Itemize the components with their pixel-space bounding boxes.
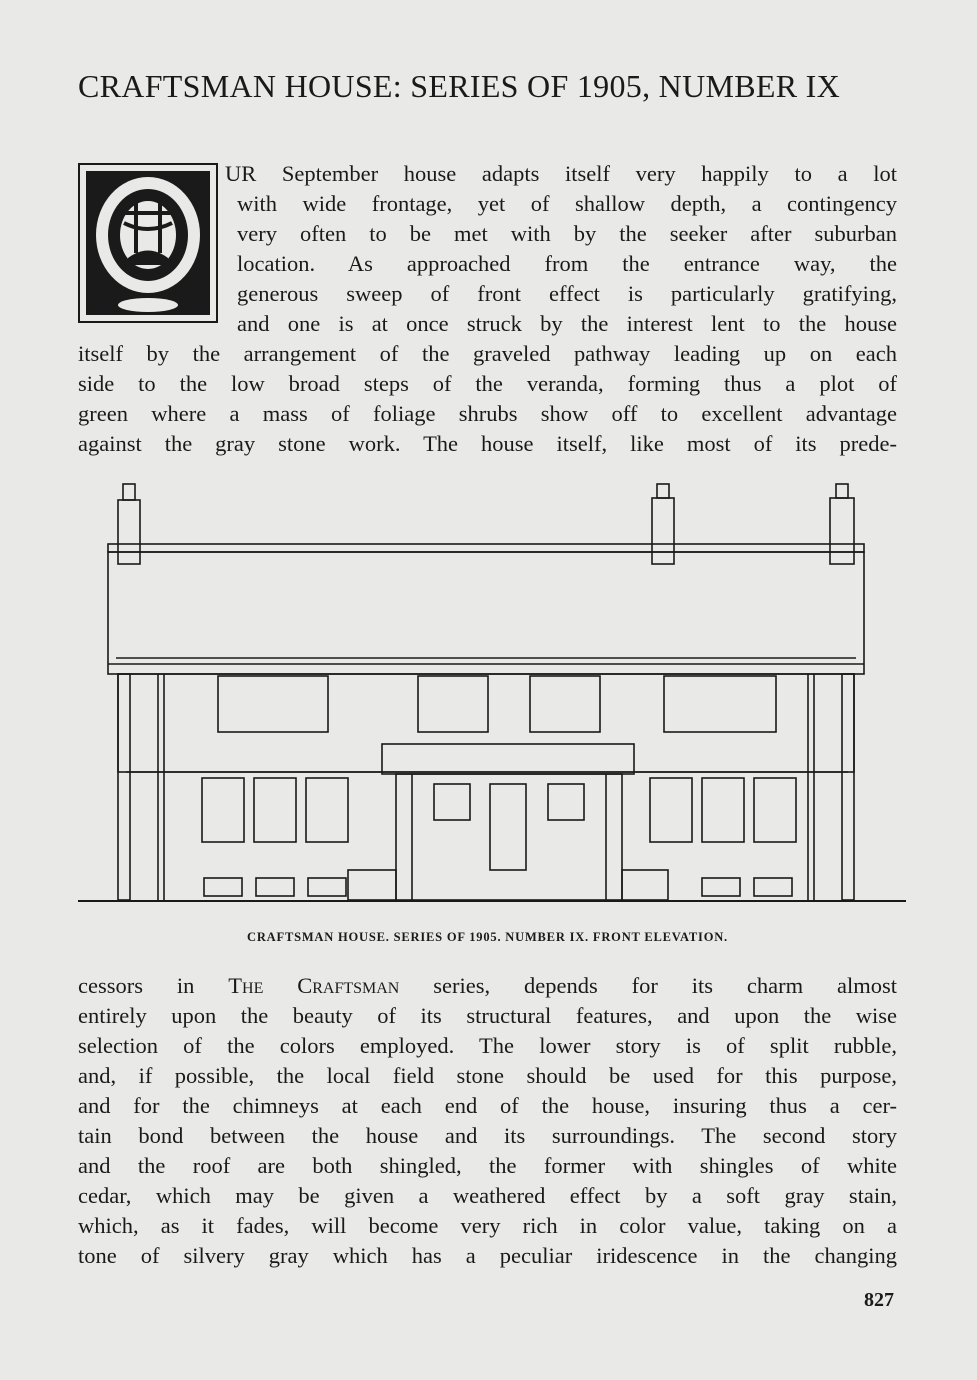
text-line: which, as it fades, will become very rich in color value, taking on a xyxy=(78,1213,897,1238)
paragraph-body xyxy=(78,971,897,1271)
text-fragment: series, depends for its charm almost xyxy=(399,973,897,998)
text-line: entirely upon the beauty of its structural features, and upon the wise xyxy=(78,1003,897,1028)
text-line: very often to be met with by the seeker after suburban xyxy=(237,221,897,246)
text-line: selection of the colors employed. The lower story is of split rubble, xyxy=(78,1033,897,1058)
text-line: and, if possible, the local field stone should be used for this purpose, xyxy=(78,1063,897,1088)
text-fragment: cessors in xyxy=(78,973,229,998)
text-line: against the gray stone work. The house itself, like most of its prede- xyxy=(78,431,897,456)
text-line: itself by the arrangement of the graveled pathway leading up on each xyxy=(78,341,897,366)
text-line: tone of silvery gray which has a peculiar iridescence in the changing xyxy=(78,1243,897,1268)
text-line: and for the chimneys at each end of the house, insuring thus a cer- xyxy=(78,1093,897,1118)
text-line xyxy=(78,971,897,1001)
paragraph-intro-continued xyxy=(78,339,897,459)
article-title: CRAFTSMAN HOUSE: SERIES OF 1905, NUMBER IX xyxy=(78,68,841,104)
text-line: side to the low broad steps of the veranda, forming thus a plot of xyxy=(78,371,897,396)
text-line: tain bond between the house and its surroundings. The second story xyxy=(78,1123,897,1148)
text-line: green where a mass of foliage shrubs show off to excellent advantage xyxy=(78,401,897,426)
text-line: generous sweep of front effect is particularly gratifying, xyxy=(237,281,897,306)
figure-caption: CRAFTSMAN HOUSE. SERIES OF 1905. NUMBER IX. FRONT ELEVATION. xyxy=(247,930,728,944)
paragraph-intro-beside-dropcap xyxy=(225,159,897,339)
text-line: UR September house adapts itself very happily to a lot xyxy=(225,161,897,186)
page-number: 827 xyxy=(864,1289,894,1311)
front-elevation-illustration xyxy=(78,478,908,908)
text-line: with wide frontage, yet of shallow depth, a contingency xyxy=(237,191,897,216)
magazine-name: The Craftsman xyxy=(228,973,400,998)
dropcap-ornament xyxy=(78,163,218,323)
text-line: location. As approached from the entrance way, the xyxy=(237,251,897,276)
text-line: and the roof are both shingled, the former with shingles of white xyxy=(78,1153,897,1178)
text-line: and one is at once struck by the interest lent to the house xyxy=(237,311,897,336)
dropcap-letter: O xyxy=(148,315,149,316)
text-line: cedar, which may be given a weathered effect by a soft gray stain, xyxy=(78,1183,897,1208)
